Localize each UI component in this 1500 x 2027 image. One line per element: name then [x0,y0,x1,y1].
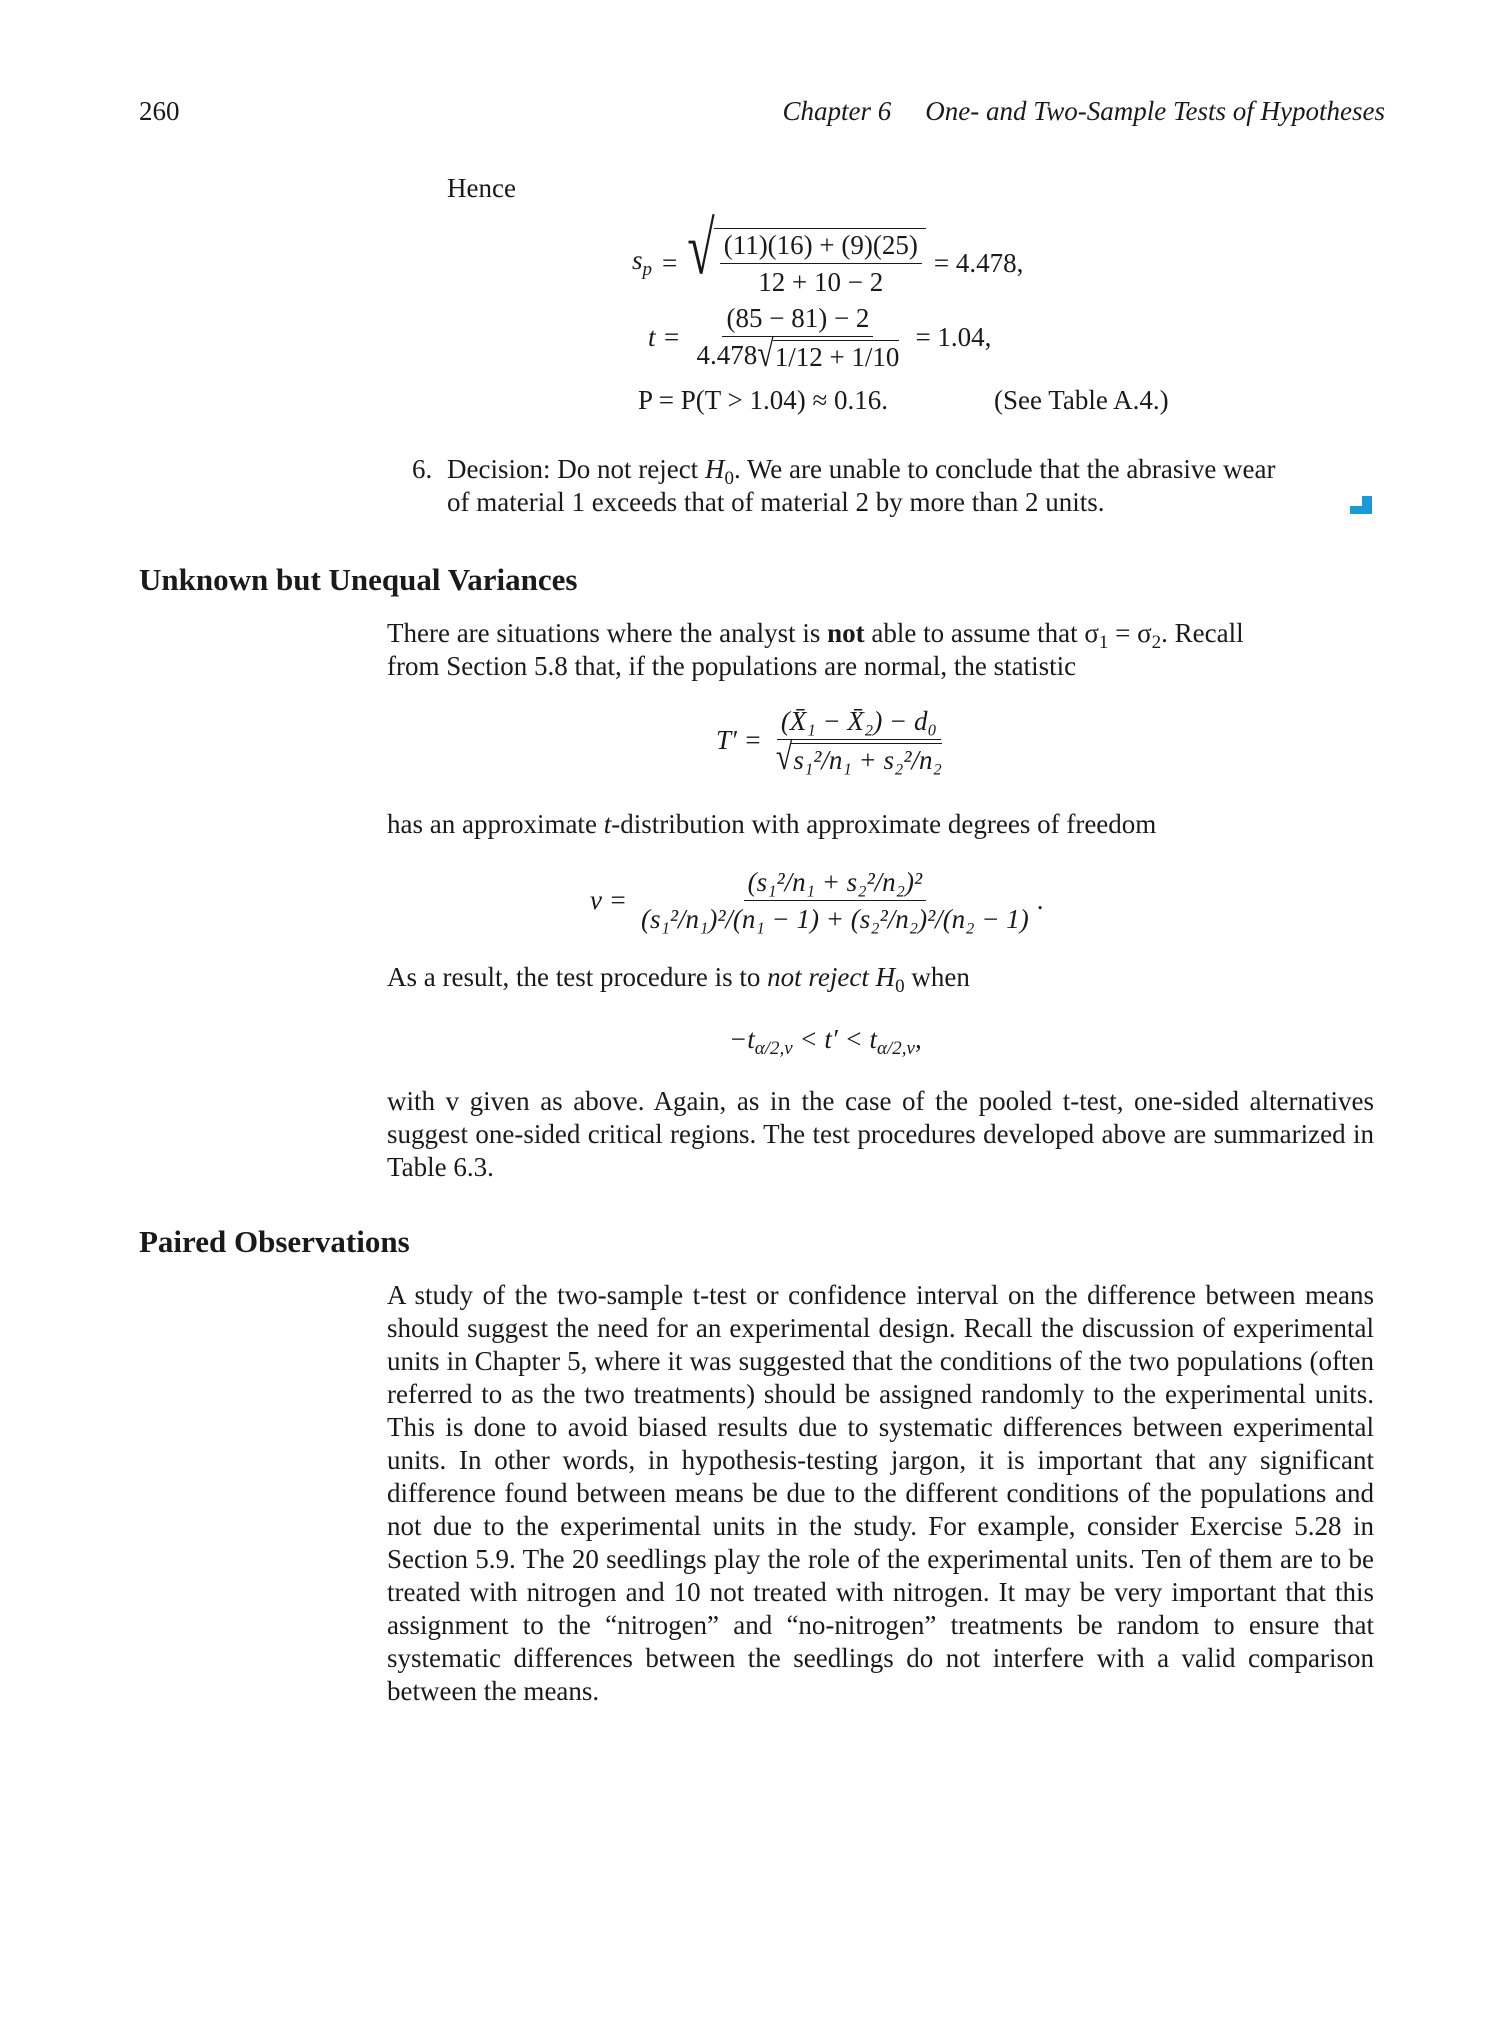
paired-paragraph-1: A study of the two-sample t-test or confidence interval on the difference between means should suggest the need for an experimental design. Recall the discussion of experimental units in Chapter 5, where it was suggested that the conditions of the two populations (often referred to as the two treatments) should be assigned randomly to the experimental units. This is done to avoid biased results due to systematic differences between experimental units. In other words, in hypothesis-testing jargon, it is important that any significant difference found between means be due to the different conditions of the populations and not due to the experimental units in the study. For example, consider Exercise 5.28 in Section 5.9. The 20 seedlings play the role of the experimental units. Ten of them are to be treated with nitrogen and 10 not treated with nitrogen. It may be very important that this assignment to the “nitrogen” and “no-nitrogen” treatments be random to ensure that systematic differences between the seedlings do not interfere with a valid comparison between the means. [387,1280,1374,1706]
decision-number: 6. [412,454,433,484]
p-value-line [638,385,888,416]
sp-result: = 4.478, [933,247,1024,278]
t-denominator: 4.478 √ 1/12 + 1/10 [696,333,900,375]
unequal-paragraph-2: has an approximate t-distribution with approximate degrees of freedom [387,809,1157,839]
critical-region-equation: $-t_{\alpha/2,v} < t' < t_{\alpha/2,v}$, [729,1024,922,1059]
t-prime-numerator: (X̄₁ − X̄₂) − d₀ [777,705,941,740]
unequal-paragraph-3: As a result, the test procedure is to not reject $H_0$ when [387,962,970,997]
t-prime-equation [716,705,950,776]
section-heading-paired-observations: Paired Observations [139,1224,410,1259]
sp-denominator: 12 + 10 − 2 [758,267,884,297]
t-equation [648,302,991,373]
chapter-label: Chapter 6 [782,96,892,126]
p-expression: P = P(T > 1.04) ≈ 0.16. [638,385,889,415]
unequal-paragraph-1-line-1: There are situations where the analyst is not able to assume that $\sigma_1 = \sigma_2$. Recall [387,618,1244,653]
t-prime-lhs: T′ = [716,725,762,755]
t-lhs: t = [648,322,681,352]
unequal-paragraph-1-line-2: from Section 5.8 that, if the populations are normal, the statistic [387,651,1077,681]
sp-sqrt: √ $\frac{(11)(16) + (9)(25)}{12 + 10 - 2}$ [687,228,926,298]
p-note: (See Table A.4.) [994,385,1169,415]
sp-lhs: $s_p$ [632,245,653,280]
sp-equation: $s_p$ = √ $\frac{(11)(16) + (9)(25)}{12 + 10 - 2}$ = 4.478, [632,206,1024,297]
unequal-paragraph-4: with v given as above. Again, as in the case of the pooled t-test, one-sided alternatives suggest one-sided critical regions. The test procedures developed above are summarized in Table 6.3. [387,1086,1374,1182]
v-lhs: v = [590,885,627,915]
v-denominator: (s₁²/n₁)²/(n₁ − 1) + (s₂²/n₂)²/(n₂ − 1) [640,904,1029,934]
sp-numerator: (11)(16) + (9)(25) [720,229,922,264]
t-prime-denominator: √ s₁²/n₁ + s₂²/n₂ [775,736,942,778]
t-result: = 1.04, [915,322,992,352]
degrees-of-freedom-equation [590,866,1044,935]
v-numerator: (s₁²/n₁ + s₂²/n₂)² [744,866,927,901]
v-end: . [1036,885,1044,915]
running-header [783,96,1386,127]
decision-line-2: of material 1 exceeds that of material 2 by more than 2 units. [447,487,1105,517]
page-number: 260 [139,96,180,126]
t-numerator: (85 − 81) − 2 [722,302,873,337]
decision-line-1: Decision: Do not reject $H_0$. We are unable to conclude that the abrasive wear [447,454,1276,489]
hence-text: Hence [447,173,516,203]
chapter-title: One- and Two-Sample Tests of Hypotheses [925,96,1385,126]
section-heading-unequal-variances: Unknown but Unequal Variances [139,562,578,597]
